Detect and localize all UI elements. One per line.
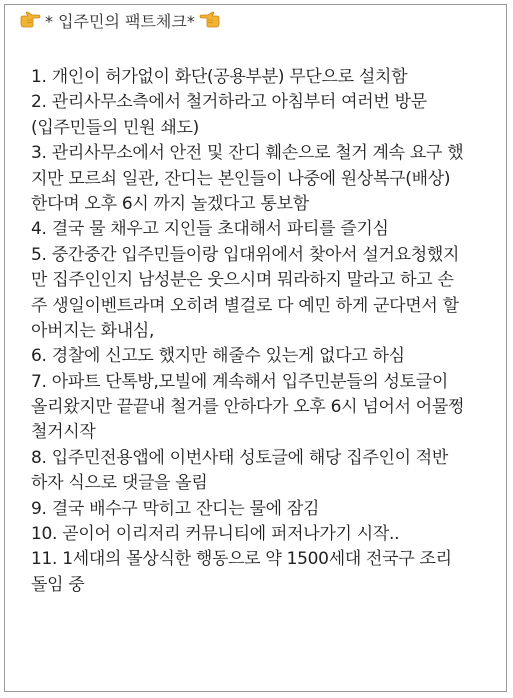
list-item [31, 243, 500, 345]
list-item [31, 217, 500, 242]
list-item-line: 11. 1세대의 몰상식한 행동으로 약 1500세대 전국구 조리 [31, 549, 452, 570]
list-item-line: 만 집주인인지 남성분은 웃으시며 뭐라하지 말라고 하고 손 [31, 270, 454, 291]
list-item [31, 497, 500, 522]
list-item-line: 7. 아파트 단톡방,모빌에 계속해서 입주민분들의 성토글이 [31, 371, 449, 392]
list-item [31, 446, 500, 497]
list-item-line: 철거시작 [31, 422, 96, 443]
page-title: 입주민의 팩트체크 [58, 11, 187, 31]
fact-list [31, 65, 500, 598]
list-item [31, 344, 500, 369]
list-item-line: 하자 식으로 댓글을 올림 [31, 473, 208, 494]
list-item [31, 370, 500, 446]
list-item-line: 4. 결국 물 채우고 지인들 초대해서 파티를 즐기심 [31, 219, 389, 240]
list-item-line: 1. 개인이 허가없이 화단(공용부분) 무단으로 설치함 [31, 67, 408, 87]
list-item-line: 올리왔지만 끝끝내 철거를 안하다가 오후 6시 넘어서 어물쩡 [31, 397, 465, 418]
title-suffix: * [186, 11, 195, 31]
list-item-line: 10. 곧이어 이리저리 커뮤니티에 퍼저나가기 시작.. [31, 524, 400, 545]
list-item [31, 65, 500, 90]
list-item-line: (입주민들의 민원 쇄도) [31, 117, 199, 138]
list-item-line: 한다며 오후 6시 까지 놀겠다고 통보함 [31, 193, 309, 214]
list-item [31, 547, 500, 598]
list-item-line: 6. 경찰에 신고도 했지만 해줄수 있는게 없다고 하심 [31, 346, 405, 367]
list-item [31, 141, 500, 217]
list-item-line: 아버지는 화내심, [31, 320, 155, 341]
list-item-line: 지만 모르쇠 일관, 잔디는 본인들이 나중에 원상복구(배상) [31, 168, 451, 189]
pointing-right-hand-icon [19, 10, 41, 30]
list-item-line: 2. 관리사무소측에서 철거하라고 아침부터 여러번 방문 [31, 92, 427, 113]
message-card [4, 4, 507, 692]
title-prefix: * [45, 11, 59, 31]
list-item-line: 5. 중간중간 입주민들이랑 입대위에서 찾아서 설거요청했지 [31, 244, 460, 265]
list-item-line: 3. 관리사무소에서 안전 및 잔디 훼손으로 철거 계속 요구 했 [31, 143, 464, 164]
list-item-line: 돌임 중 [31, 574, 85, 595]
list-item [31, 522, 500, 547]
title-row [19, 7, 221, 33]
list-item-line: 9. 결국 배수구 막히고 잔디는 물에 잠김 [31, 498, 320, 519]
list-item-line: 8. 입주민전용앱에 이번사태 성토글에 해당 집주인이 적반 [31, 447, 449, 468]
list-item [31, 90, 500, 141]
pointing-left-hand-icon [199, 10, 221, 30]
list-item-line: 주 생일이벤트라며 오히려 별걸로 다 예민 하게 군다면서 할 [31, 295, 459, 316]
